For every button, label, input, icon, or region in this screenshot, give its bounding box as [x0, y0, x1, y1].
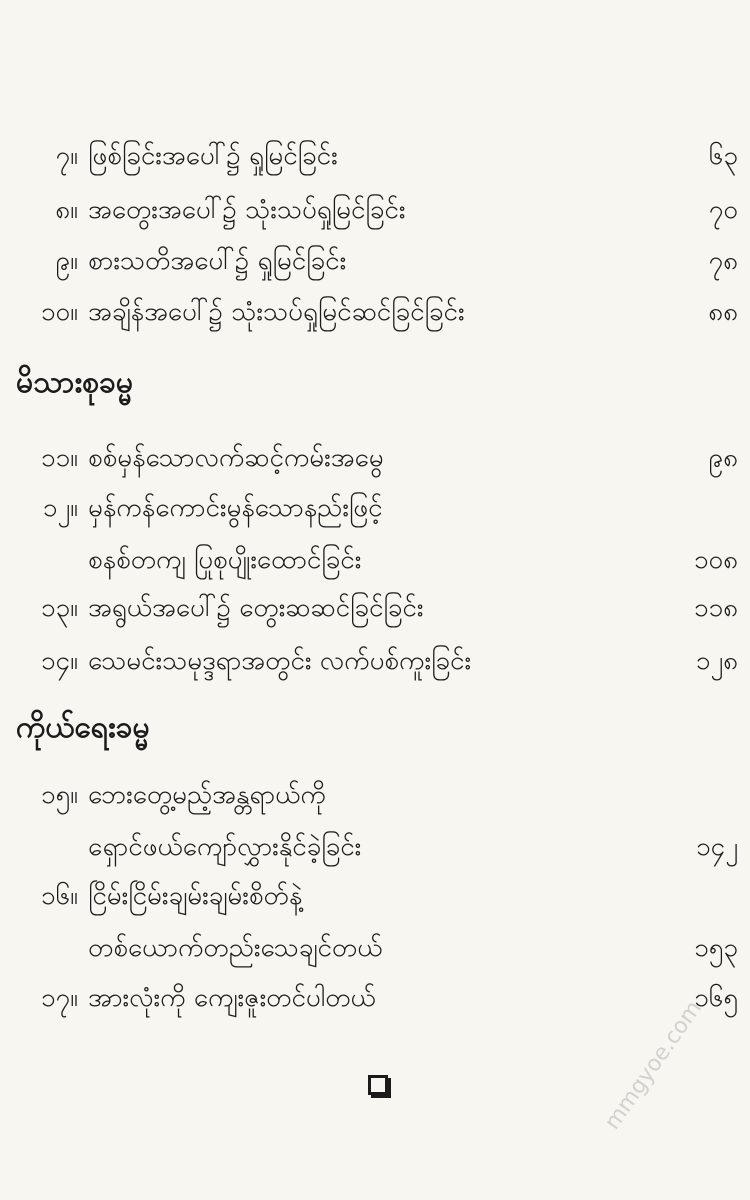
entry-page-number: ၆၃	[708, 141, 738, 171]
entry-title: အချိန်အပေါ်၌ သုံးသပ်ရှုမြင်ဆင်ခြင်ခြင်း	[88, 297, 465, 327]
entry-page-number: ၇၈	[708, 246, 738, 276]
end-of-section-mark-icon	[368, 1075, 388, 1095]
entry-number: ၇။	[55, 141, 78, 171]
entry-page-number: ၁၄၂	[695, 832, 738, 862]
entry-title: အားလုံးကို ကျေးဇူးတင်ပါတယ်	[88, 983, 376, 1013]
entry-title: ဘေးတွေ့မည့်အန္တရာယ်ကို	[88, 780, 326, 810]
entry-title-continued: ရှောင်ဖယ်ကျော်လွှားနိုင်ခဲ့ခြင်း	[88, 832, 362, 862]
entry-number: ၁၃။	[40, 593, 78, 623]
entry-page-number: ၁၆၅	[694, 983, 738, 1013]
entry-title: ဖြစ်ခြင်းအပေါ်၌ ရှုမြင်ခြင်း	[88, 141, 338, 171]
entry-number: ၈။	[55, 195, 78, 225]
entry-page-number: ၁၂၈	[695, 646, 738, 676]
entry-title-continued: တစ်ယောက်တည်းသေချင်တယ်	[88, 933, 383, 963]
entry-page-number: ၉၈	[708, 443, 738, 473]
entry-title: မှန်ကန်ကောင်းမွန်သောနည်းဖြင့်	[88, 493, 383, 523]
entry-page-number: ၈၈	[708, 297, 738, 327]
section-heading: မိသားစုခမ္မ	[16, 365, 133, 400]
entry-title: စားသတိအပေါ်၌ ရှုမြင်ခြင်း	[88, 246, 347, 276]
entry-number: ၁၆။	[40, 881, 78, 911]
entry-page-number: ၁၅၃	[694, 933, 738, 963]
entry-title: သေမင်းသမုဒ္ဒရာအတွင်း လက်ပစ်ကူးခြင်း	[88, 646, 472, 676]
entry-number: ၁၂။	[42, 493, 78, 523]
entry-page-number: ၁၀၈	[693, 545, 738, 575]
entry-number: ၉။	[55, 246, 78, 276]
entry-number: ၁၁။	[40, 443, 78, 473]
entry-title-continued: စနစ်တကျ ပြုစုပျိုးထောင်ခြင်း	[88, 545, 362, 575]
entry-title: ငြိမ်းငြိမ်းချမ်းချမ်းစိတ်နဲ့	[88, 881, 303, 911]
entry-title: အတွေးအပေါ်၌ သုံးသပ်ရှုမြင်ခြင်း	[88, 195, 406, 225]
entry-number: ၁၄။	[40, 646, 78, 676]
entry-page-number: ၇၀	[708, 195, 738, 225]
entry-title: စစ်မှန်သောလက်ဆင့်ကမ်းအမွေ	[88, 443, 384, 473]
section-heading: ကိုယ်ရေးခမ္မ	[16, 710, 150, 745]
watermark: mmgyoe.com	[600, 996, 707, 1135]
entry-title: အရွယ်အပေါ်၌ တွေးဆဆင်ခြင်ခြင်း	[88, 593, 424, 623]
entry-number: ၁၅။	[40, 780, 78, 810]
entry-number: ၁၇။	[40, 983, 78, 1013]
entry-page-number: ၁၁၈	[693, 593, 738, 623]
entry-number: ၁၀။	[40, 297, 78, 327]
